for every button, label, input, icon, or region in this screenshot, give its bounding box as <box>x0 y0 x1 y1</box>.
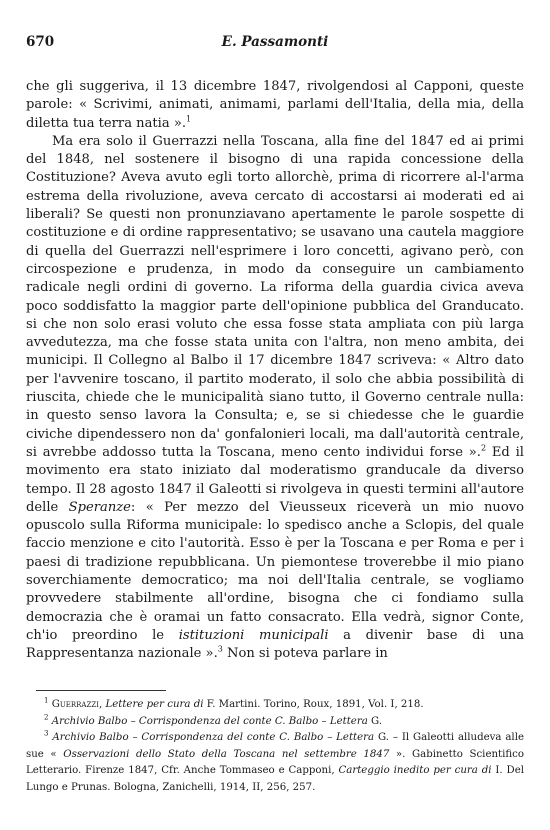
paragraph-1-line-1: che gli suggeriva, il 13 dicembre 1847, rivolgendosi al Capponi, queste <box>26 79 524 94</box>
footnote-1-mark: 1 <box>44 696 49 705</box>
page-number: 670 <box>26 34 55 50</box>
footnote-2-rest: G. <box>367 715 383 727</box>
footnote-1-italic: Lettere per cura di <box>105 699 204 710</box>
page-header <box>26 34 524 54</box>
footnote-ref-2: 2 <box>480 443 487 453</box>
running-head: E. Passamonti <box>221 34 329 50</box>
paragraph-2-part-c: : « Per mezzo del Vieusseux riceverà un mio nuovo opuscolo sulla Riforma municipale: lo spedisco anche a Sclopis, del quale faccio menzione e cito l'autorità. Esso è per la Toscana e per Roma e per i paesi di tradizione repubblicana. Un piemontese troverebbe il mio piano soverchiamente democratico; ma noi dell'Italia centrale, se vogliamo provvedere stabilmente all'ordine, bisogna che ci fondiamo sulla democrazia che è oramai un fatto consacrato. Ella vedrà, signor Conte, ch'io preordino le <box>26 499 524 643</box>
footnote-3-part-c: ». Gabinetto Scientifico Letterario. Firenze 1847, Cfr. Anche Tommaseo e Capponi, <box>26 748 525 776</box>
footnote-1 <box>26 697 524 714</box>
footnote-3-part-b: G. – Il Galeotti alludeva alle sue « <box>26 732 524 760</box>
paragraph-2-part-e: Non si poteva parlare in <box>222 646 388 662</box>
paragraph-1-line-2: parole: « Scrivimi, animati, animami, parlami dell'Italia, della mia, <box>26 97 486 113</box>
paragraph-1-line-3: della diletta tua terra natia ». <box>26 97 524 131</box>
footnote-rule <box>36 690 166 691</box>
paragraph-2-part-a: Ma era solo il Guerrazzi nella Toscana, alla fine del 1847 ed ai primi del 1848, nel sostenere il bisogno di una rapida concessione della Costituzione? Aveva avuto egli torto allorchè, prima di ricorrere al-l'arma estrema della rivoluzione, aveva cercato di accostarsi ai moderati ed ai liberali? Se questi non pronunziavano apertamente le parole sospette di costituzione e di ordine rappresentativo; se usavano una cautela maggiore di quella del Guerrazzi nell'esprimere i loro concetti, agivano però, con circospezione e prudenza, in modo da conseguire un cambiamento radicale negli ordini di governo. La riforma della guardia civica aveva poco soddisfatto la maggior parte dell'opinione pubblica del Granducato. si che non solo erasi voluto che essa fosse stata ampliata con più larga avvedutezza, ma che fosse stata unita con l'altra, non meno ambita, dei municipi. Il Collegno al Balbo il 17 dicembre 1847 scriveva: « Altro dato per l'avvenire toscano, il partito moderato, il solo che abbia possibilità di riuscita, chiede che le municipalità siano tutto, il Governo centrale nulla: in questo senso lavora la Consulta; e, se si chiedesse che le guardie civiche dipendessero non da' gonfalonieri locali, ma dall'autorità centrale, si avrebbe addosso tutta la Toscana, meno cento individui forse ». <box>26 133 524 460</box>
footnote-3-italic-a: Archivio Balbo – Corrispondenza del conte C. Balbo – Lettera <box>52 732 375 743</box>
paragraph-1 <box>26 78 524 133</box>
body-text <box>26 78 524 664</box>
footnote-1-author: Guerrazzi, <box>51 699 106 710</box>
footnote-2-italic: Archivio Balbo – Corrispondenza del conte C. Balbo – Lettera <box>51 715 368 727</box>
footnote-ref-1: 1 <box>186 114 192 124</box>
footnote-3-mark: 3 <box>44 729 49 738</box>
paragraph-2 <box>26 133 524 664</box>
footnote-1-rest: F. Martini. Torino, Roux, 1891, Vol. I, 218. <box>203 699 424 710</box>
footnote-2 <box>26 714 524 731</box>
paragraph-2-part-b: Ed il movimento era stato iniziato dal moderatismo granducale da diverso tempo. Il 28 agosto 1847 il Galeotti si rivolgeva in questi termini all'autore delle <box>26 444 524 515</box>
paragraph-2-part-d: a divenir base di una Rappresentanza nazionale ». <box>26 627 524 662</box>
footnote-ref-3: 3 <box>217 644 223 654</box>
footnote-3-italic-b: Osservazioni dello Stato della Toscana nel settembre 1847 <box>63 748 390 760</box>
footnote-2-mark: 2 <box>44 713 49 722</box>
footnote-3-italic-c: Carteggio inedito per cura di <box>338 765 492 776</box>
paragraph-2-italic-speranze: Speranze <box>68 499 131 515</box>
paragraph-2-italic-istituzioni: istituzioni municipali <box>178 627 329 643</box>
footnote-3 <box>26 730 524 796</box>
footnote-3-part-d: I. Del Lungo e Prunas. Bologna, Zanichelli, 1914, II, 256, 257. <box>26 765 525 793</box>
footnotes <box>26 697 524 796</box>
